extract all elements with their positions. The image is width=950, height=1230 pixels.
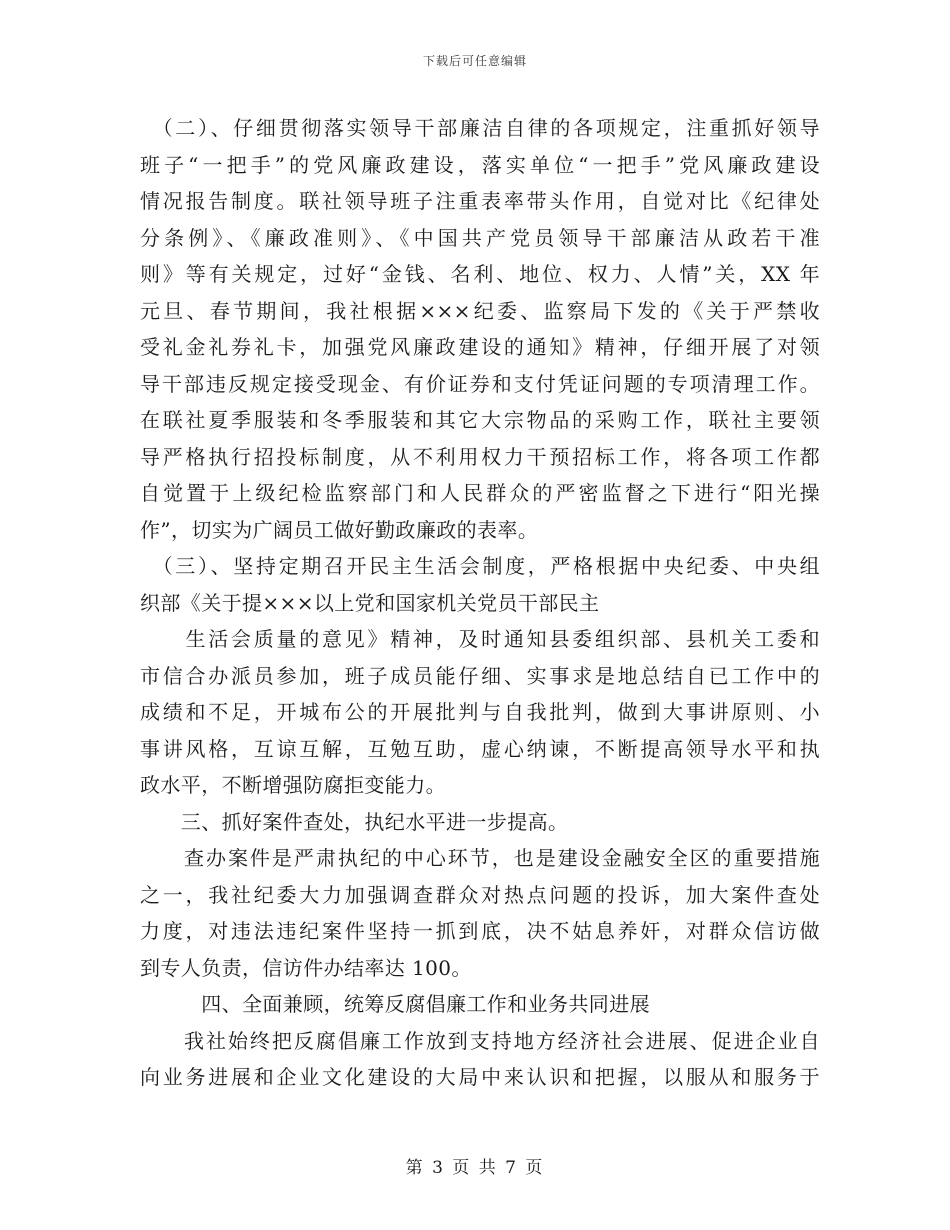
page-header: 下载后可任意编辑 bbox=[422, 54, 527, 68]
text-line: 查办案件是严肃执纪的中心环节，也是建设金融安全区的重要措施 bbox=[140, 846, 820, 870]
text-line: 自觉置于上级纪检监察部门和人民群众的严密监督之下进行“阳光操 bbox=[140, 481, 820, 505]
text-line: 则》等有关规定，过好“金钱、名利、地位、权力、人情”关，XX 年 bbox=[140, 262, 820, 286]
text-line: 元旦、春节期间，我社根据×××纪委、监察局下发的《关于严禁收 bbox=[140, 298, 820, 323]
page-footer: 第 3 页 共 7 页 bbox=[405, 1158, 545, 1178]
text-line: 情况报告制度。联社领导班子注重表率带头作用，自觉对比《纪律处 bbox=[140, 189, 820, 213]
text-line: 市信合办派员参加，班子成员能仔细、实事求是地总结自已工作中的 bbox=[140, 663, 820, 688]
text-line: 作”，切实为广阔员工做好勤政廉政的表率。 bbox=[140, 517, 539, 542]
document-body bbox=[140, 110, 820, 1096]
text-line: 我社始终把反腐倡廉工作放到支持地方经济社会进展、促进企业自 bbox=[140, 1028, 820, 1053]
text-line: 受礼金礼券礼卡，加强党风廉政建设的通知》精神，仔细开展了对领 bbox=[140, 335, 820, 359]
text-line: 四、全面兼顾，统筹反腐倡廉工作和业务共同进展 bbox=[140, 992, 650, 1016]
text-line: 之一，我社纪委大力加强调查群众对热点问题的投诉，加大案件查处 bbox=[140, 882, 820, 907]
text-line: 政水平，不断增强防腐拒变能力。 bbox=[140, 773, 446, 797]
text-line: 织部《关于提×××以上党和国家机关党员干部民主 bbox=[140, 590, 600, 615]
text-line: 向业务进展和企业文化建设的大局中来认识和把握，以服从和服务于 bbox=[140, 1065, 820, 1089]
text-line: 力度，对违法违纪案件坚持一抓到底，决不姑息养奸，对群众信访做 bbox=[140, 919, 820, 943]
text-line: 在联社夏季服装和冬季服装和其它大宗物品的采购工作，联社主要领 bbox=[140, 408, 820, 432]
text-line: 三、抓好案件查处，执纪水平进一步提高。 bbox=[140, 809, 569, 834]
text-line: （二）、仔细贯彻落实领导干部廉洁自律的各项规定，注重抓好领导 bbox=[140, 116, 820, 140]
text-line: （三）、坚持定期召开民主生活会制度，严格根据中央纪委、中央组 bbox=[140, 554, 820, 578]
text-line: 成绩和不足，开城布公的开展批判与自我批判，做到大事讲原则、小 bbox=[140, 700, 820, 724]
text-line: 导严格执行招投标制度，从不利用权力干预招标工作，将各项工作都 bbox=[140, 444, 820, 469]
text-line: 生活会质量的意见》精神，及时通知县委组织部、县机关工委和 bbox=[140, 627, 820, 651]
text-line: 分条例》、《廉政准则》、《中国共产党员领导干部廉洁从政若干准 bbox=[140, 225, 820, 250]
text-line: 到专人负责，信访件办结率达 100。 bbox=[140, 955, 472, 980]
text-line: 班子“一把手”的党风廉政建设，落实单位“一把手”党风廉政建设 bbox=[140, 152, 820, 177]
text-line: 事讲风格，互谅互解，互勉互助，虚心纳谏，不断提高领导水平和执 bbox=[140, 736, 820, 761]
text-line: 导干部违反规定接受现金、有价证券和支付凭证问题的专项清理工作。 bbox=[140, 371, 820, 396]
